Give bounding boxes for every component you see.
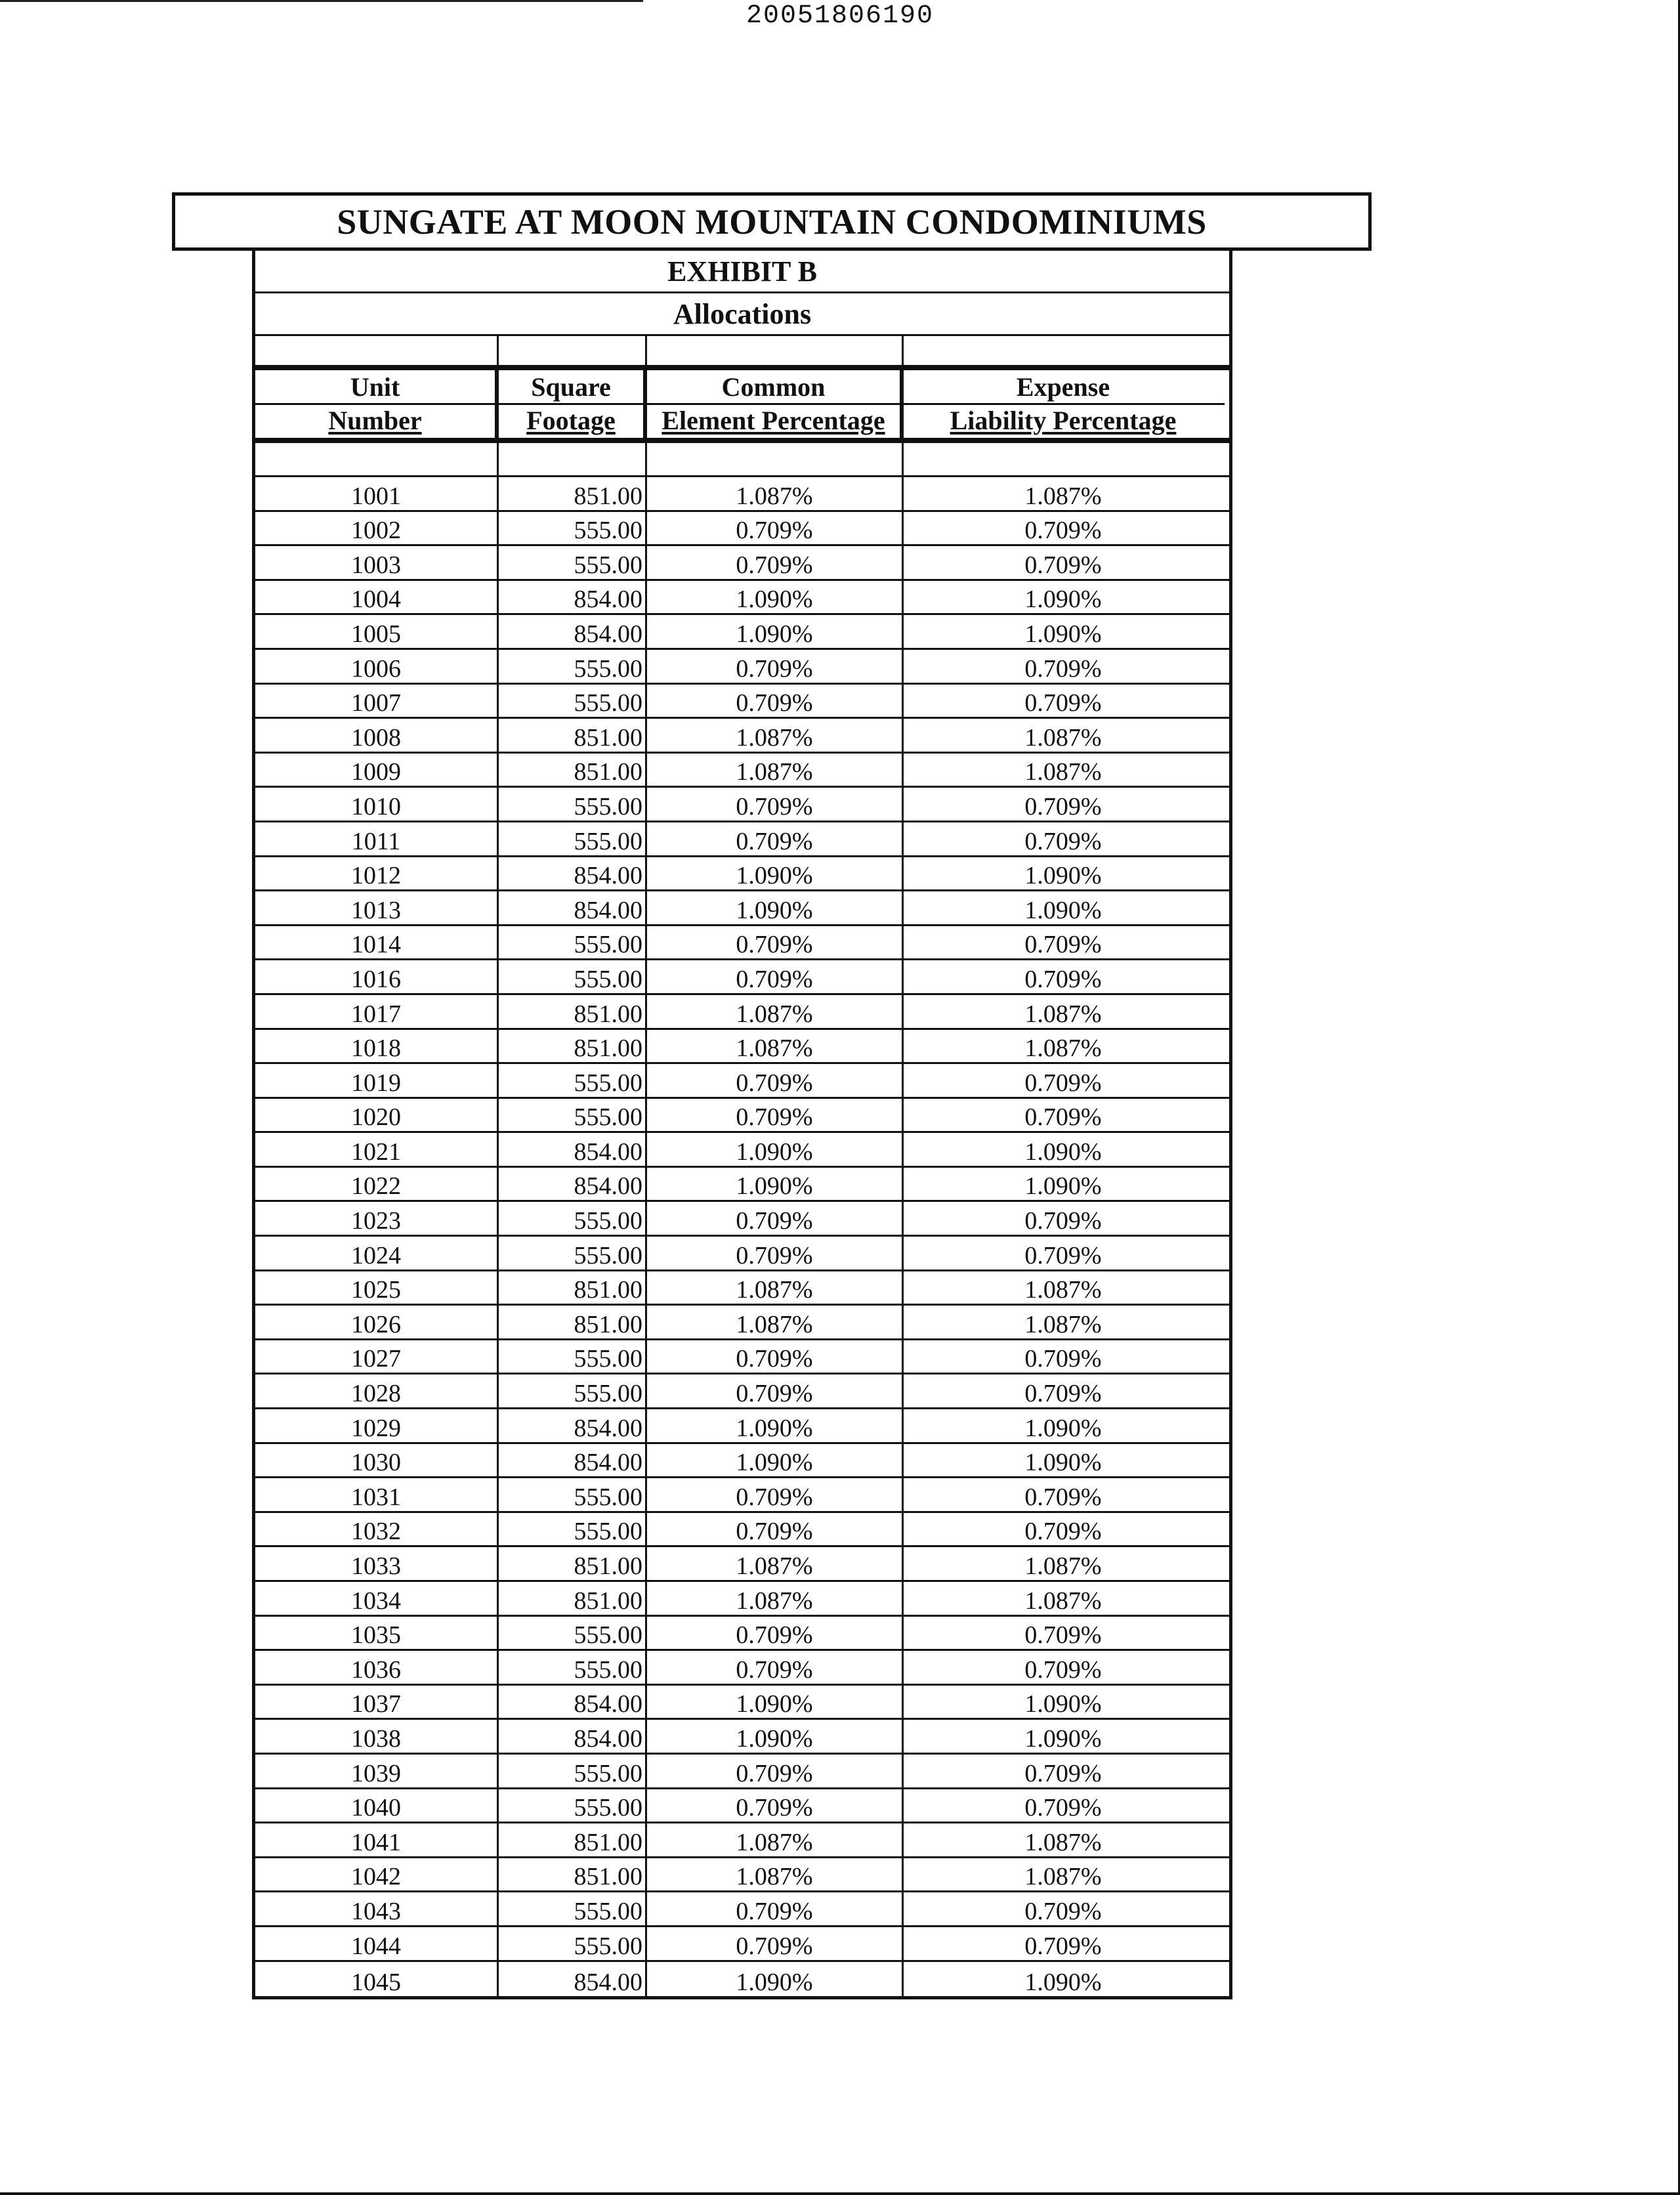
- cell-unit-number: 1001: [255, 477, 499, 510]
- cell-unit-number: 1014: [255, 926, 499, 959]
- cell-unit-number: 1031: [255, 1478, 499, 1511]
- column-header-line2: Number: [328, 406, 422, 435]
- table-row: [255, 719, 1229, 754]
- cell-expense-liability-percentage: 0.709%: [1024, 931, 1102, 959]
- spacer-cell: [255, 336, 499, 365]
- cell-square-footage: 555.00: [499, 1651, 647, 1684]
- table-row: [255, 512, 1229, 547]
- cell-common-element-percentage: 1.087%: [647, 1306, 904, 1338]
- cell-expense-liability-percentage: 1.090%: [1024, 1172, 1102, 1201]
- column-header-line2: Liability Percentage: [950, 406, 1177, 435]
- cell-common-element-percentage: 0.709%: [647, 1064, 904, 1097]
- cell-expense-liability-percentage: 1.087%: [1024, 1000, 1102, 1028]
- cell-common-element-percentage: 1.087%: [647, 477, 904, 510]
- table-row: [255, 1133, 1229, 1168]
- cell-square-footage: 851.00: [499, 719, 647, 752]
- cell-unit-number: 1018: [255, 1030, 499, 1063]
- cell-common-element-percentage: 1.090%: [647, 1686, 904, 1718]
- cell-expense-liability-percentage: 0.709%: [1024, 517, 1102, 545]
- cell-square-footage: 555.00: [499, 650, 647, 683]
- document-number: 20051806190: [746, 1, 934, 31]
- document-title: SUNGATE AT MOON MOUNTAIN CONDOMINIUMS: [172, 192, 1372, 251]
- cell-common-element-percentage: 0.709%: [647, 1755, 904, 1787]
- cell-common-element-percentage: 1.090%: [647, 581, 904, 614]
- column-header-line1: Unit: [253, 372, 497, 405]
- table-row: [255, 1202, 1229, 1237]
- table-row: [255, 615, 1229, 650]
- spacer-cell: [647, 336, 904, 365]
- cell-expense-liability-percentage: 1.090%: [1024, 620, 1102, 648]
- cell-square-footage: 555.00: [499, 1513, 647, 1546]
- cell-unit-number: 1041: [255, 1823, 499, 1856]
- cell-expense-liability-percentage: 0.709%: [1024, 1345, 1102, 1373]
- table-row: [255, 1962, 1229, 1997]
- cell-square-footage: 851.00: [499, 1030, 647, 1063]
- cell-square-footage: 854.00: [499, 1409, 647, 1442]
- cell-square-footage: 555.00: [499, 1099, 647, 1132]
- cell-expense-liability-percentage: 0.709%: [1024, 1897, 1102, 1925]
- table-row: [255, 857, 1229, 892]
- cell-common-element-percentage: 1.090%: [647, 1720, 904, 1753]
- column-header-expense-liability: [904, 370, 1223, 438]
- cell-unit-number: 1044: [255, 1927, 499, 1960]
- cell-common-element-percentage: 0.709%: [647, 685, 904, 717]
- cell-square-footage: 555.00: [499, 546, 647, 579]
- table-row: [255, 1030, 1229, 1065]
- cell-common-element-percentage: 1.090%: [647, 615, 904, 648]
- cell-expense-liability-percentage: 1.090%: [1024, 586, 1102, 614]
- cell-expense-liability-percentage: 0.709%: [1024, 1241, 1102, 1269]
- spacer-cell: [904, 336, 1223, 365]
- cell-common-element-percentage: 1.090%: [647, 1409, 904, 1442]
- table-row: [255, 788, 1229, 822]
- table-row: [255, 1547, 1229, 1582]
- cell-unit-number: 1042: [255, 1858, 499, 1891]
- table-row: [255, 1789, 1229, 1824]
- cell-square-footage: 851.00: [499, 1306, 647, 1338]
- cell-expense-liability-percentage: 0.709%: [1024, 1380, 1102, 1408]
- table-row: [255, 960, 1229, 995]
- cell-expense-liability-percentage: 0.709%: [1024, 1518, 1102, 1546]
- cell-unit-number: 1010: [255, 788, 499, 820]
- cell-expense-liability-percentage: 0.709%: [1024, 654, 1102, 683]
- cell-expense-liability-percentage: 1.087%: [1024, 758, 1102, 786]
- cell-square-footage: 851.00: [499, 754, 647, 786]
- cell-common-element-percentage: 0.709%: [647, 1789, 904, 1822]
- cell-unit-number: 1034: [255, 1582, 499, 1615]
- cell-expense-liability-percentage: 1.087%: [1024, 1552, 1102, 1580]
- cell-unit-number: 1025: [255, 1271, 499, 1304]
- cell-common-element-percentage: 0.709%: [647, 1513, 904, 1546]
- table-row: [255, 891, 1229, 926]
- cell-common-element-percentage: 0.709%: [647, 926, 904, 959]
- cell-expense-liability-percentage: 1.087%: [1024, 482, 1102, 510]
- table-row: [255, 1340, 1229, 1375]
- cell-unit-number: 1040: [255, 1789, 499, 1822]
- table-row: [255, 477, 1229, 512]
- cell-expense-liability-percentage: 1.090%: [1024, 896, 1102, 924]
- cell-unit-number: 1009: [255, 754, 499, 786]
- cell-common-element-percentage: 1.090%: [647, 1168, 904, 1201]
- cell-common-element-percentage: 0.709%: [647, 788, 904, 820]
- cell-square-footage: 555.00: [499, 1927, 647, 1960]
- cell-square-footage: 854.00: [499, 1444, 647, 1477]
- cell-square-footage: 851.00: [499, 1271, 647, 1304]
- table-row: [255, 1478, 1229, 1513]
- bottom-edge-rule: [0, 2192, 1680, 2195]
- cell-square-footage: 555.00: [499, 1892, 647, 1925]
- table-row: [255, 1513, 1229, 1548]
- table-row: [255, 546, 1229, 581]
- cell-common-element-percentage: 1.087%: [647, 1858, 904, 1891]
- cell-square-footage: 555.00: [499, 1789, 647, 1822]
- table-row: [255, 685, 1229, 719]
- table-row: [255, 1582, 1229, 1617]
- table-row: [255, 1651, 1229, 1686]
- spacer-cell: [499, 443, 647, 475]
- cell-square-footage: 854.00: [499, 1133, 647, 1166]
- cell-unit-number: 1030: [255, 1444, 499, 1477]
- cell-expense-liability-percentage: 0.709%: [1024, 1932, 1102, 1960]
- cell-expense-liability-percentage: 0.709%: [1024, 965, 1102, 993]
- table-row: [255, 1858, 1229, 1893]
- allocations-heading: Allocations: [255, 293, 1229, 336]
- cell-unit-number: 1004: [255, 581, 499, 614]
- allocations-table: [252, 251, 1232, 1999]
- cell-unit-number: 1008: [255, 719, 499, 752]
- table-row: [255, 1444, 1229, 1479]
- table-row: [255, 1064, 1229, 1099]
- cell-common-element-percentage: 0.709%: [647, 512, 904, 545]
- cell-square-footage: 854.00: [499, 857, 647, 890]
- cell-square-footage: 854.00: [499, 891, 647, 924]
- cell-unit-number: 1007: [255, 685, 499, 717]
- cell-square-footage: 555.00: [499, 1064, 647, 1097]
- cell-unit-number: 1021: [255, 1133, 499, 1166]
- cell-common-element-percentage: 1.090%: [647, 1133, 904, 1166]
- cell-unit-number: 1019: [255, 1064, 499, 1097]
- cell-square-footage: 555.00: [499, 960, 647, 993]
- cell-unit-number: 1012: [255, 857, 499, 890]
- cell-unit-number: 1005: [255, 615, 499, 648]
- cell-common-element-percentage: 1.087%: [647, 1582, 904, 1615]
- cell-expense-liability-percentage: 1.090%: [1024, 1724, 1102, 1753]
- cell-common-element-percentage: 1.090%: [647, 1444, 904, 1477]
- cell-unit-number: 1016: [255, 960, 499, 993]
- cell-common-element-percentage: 1.087%: [647, 754, 904, 786]
- cell-expense-liability-percentage: 0.709%: [1024, 827, 1102, 855]
- cell-expense-liability-percentage: 0.709%: [1024, 1794, 1102, 1822]
- blank-spacer-row: [255, 336, 1229, 370]
- cell-common-element-percentage: 1.087%: [647, 1030, 904, 1063]
- cell-expense-liability-percentage: 0.709%: [1024, 1207, 1102, 1235]
- spacer-cell: [255, 443, 499, 475]
- cell-unit-number: 1013: [255, 891, 499, 924]
- cell-square-footage: 854.00: [499, 1720, 647, 1753]
- cell-common-element-percentage: 0.709%: [647, 1340, 904, 1373]
- cell-unit-number: 1036: [255, 1651, 499, 1684]
- column-header-line1: Expense: [902, 372, 1225, 405]
- cell-common-element-percentage: 1.087%: [647, 1547, 904, 1580]
- cell-unit-number: 1011: [255, 822, 499, 855]
- table-row: [255, 1927, 1229, 1962]
- column-header-square-footage: [499, 370, 647, 438]
- table-row: [255, 1686, 1229, 1720]
- cell-expense-liability-percentage: 0.709%: [1024, 1655, 1102, 1684]
- cell-expense-liability-percentage: 1.087%: [1024, 1034, 1102, 1063]
- cell-square-footage: 555.00: [499, 1237, 647, 1269]
- cell-expense-liability-percentage: 0.709%: [1024, 689, 1102, 717]
- cell-unit-number: 1023: [255, 1202, 499, 1235]
- cell-square-footage: 854.00: [499, 1686, 647, 1718]
- table-row: [255, 650, 1229, 685]
- cell-common-element-percentage: 0.709%: [647, 1617, 904, 1650]
- cell-common-element-percentage: 1.090%: [647, 1962, 904, 1997]
- cell-square-footage: 555.00: [499, 1340, 647, 1373]
- cell-unit-number: 1006: [255, 650, 499, 683]
- cell-unit-number: 1045: [255, 1962, 499, 1997]
- cell-common-element-percentage: 1.087%: [647, 995, 904, 1028]
- cell-common-element-percentage: 1.087%: [647, 1823, 904, 1856]
- table-row: [255, 1375, 1229, 1409]
- cell-square-footage: 555.00: [499, 685, 647, 717]
- cell-common-element-percentage: 0.709%: [647, 1237, 904, 1269]
- column-header-row: [255, 370, 1229, 443]
- cell-unit-number: 1020: [255, 1099, 499, 1132]
- table-row: [255, 754, 1229, 788]
- spacer-cell: [904, 443, 1223, 475]
- cell-expense-liability-percentage: 1.090%: [1024, 862, 1102, 890]
- cell-unit-number: 1029: [255, 1409, 499, 1442]
- column-header-common-element: [647, 370, 904, 438]
- cell-unit-number: 1003: [255, 546, 499, 579]
- cell-common-element-percentage: 1.087%: [647, 719, 904, 752]
- cell-common-element-percentage: 0.709%: [647, 1099, 904, 1132]
- cell-expense-liability-percentage: 0.709%: [1024, 1483, 1102, 1511]
- cell-expense-liability-percentage: 1.090%: [1024, 1449, 1102, 1477]
- cell-common-element-percentage: 0.709%: [647, 822, 904, 855]
- cell-expense-liability-percentage: 1.087%: [1024, 1587, 1102, 1615]
- spacer-cell: [647, 443, 904, 475]
- cell-unit-number: 1002: [255, 512, 499, 545]
- cell-square-footage: 555.00: [499, 926, 647, 959]
- cell-expense-liability-percentage: 1.087%: [1024, 723, 1102, 752]
- cell-common-element-percentage: 0.709%: [647, 1375, 904, 1407]
- table-row: [255, 1306, 1229, 1340]
- cell-unit-number: 1038: [255, 1720, 499, 1753]
- cell-unit-number: 1024: [255, 1237, 499, 1269]
- cell-common-element-percentage: 0.709%: [647, 1927, 904, 1960]
- cell-common-element-percentage: 1.087%: [647, 1271, 904, 1304]
- cell-square-footage: 854.00: [499, 1962, 647, 1997]
- cell-common-element-percentage: 0.709%: [647, 1478, 904, 1511]
- cell-expense-liability-percentage: 1.087%: [1024, 1863, 1102, 1891]
- cell-expense-liability-percentage: 1.090%: [1024, 1414, 1102, 1442]
- cell-unit-number: 1037: [255, 1686, 499, 1718]
- cell-expense-liability-percentage: 0.709%: [1024, 1069, 1102, 1097]
- cell-square-footage: 851.00: [499, 1858, 647, 1891]
- table-row: [255, 1720, 1229, 1755]
- cell-unit-number: 1035: [255, 1617, 499, 1650]
- exhibit-heading: EXHIBIT B: [255, 251, 1229, 293]
- table-row: [255, 1271, 1229, 1306]
- cell-expense-liability-percentage: 1.090%: [1024, 1690, 1102, 1718]
- cell-unit-number: 1027: [255, 1340, 499, 1373]
- cell-common-element-percentage: 1.090%: [647, 857, 904, 890]
- cell-unit-number: 1043: [255, 1892, 499, 1925]
- cell-square-footage: 555.00: [499, 788, 647, 820]
- column-header-line2: Element Percentage: [662, 406, 885, 435]
- spacer-cell: [499, 336, 647, 365]
- cell-common-element-percentage: 0.709%: [647, 1202, 904, 1235]
- column-header-unit-number: [255, 370, 499, 438]
- cell-square-footage: 851.00: [499, 995, 647, 1028]
- cell-square-footage: 555.00: [499, 1617, 647, 1650]
- cell-expense-liability-percentage: 1.087%: [1024, 1828, 1102, 1856]
- column-header-line1: Common: [645, 372, 902, 405]
- cell-unit-number: 1026: [255, 1306, 499, 1338]
- cell-expense-liability-percentage: 1.090%: [1024, 1138, 1102, 1166]
- cell-square-footage: 854.00: [499, 615, 647, 648]
- table-row: [255, 1892, 1229, 1927]
- cell-square-footage: 854.00: [499, 1168, 647, 1201]
- cell-unit-number: 1028: [255, 1375, 499, 1407]
- table-row: [255, 581, 1229, 616]
- cell-common-element-percentage: 1.090%: [647, 891, 904, 924]
- table-row: [255, 1168, 1229, 1203]
- table-row: [255, 1237, 1229, 1271]
- cell-square-footage: 555.00: [499, 822, 647, 855]
- cell-square-footage: 851.00: [499, 1582, 647, 1615]
- cell-square-footage: 851.00: [499, 1823, 647, 1856]
- column-header-line2: Footage: [526, 406, 616, 435]
- cell-common-element-percentage: 0.709%: [647, 1892, 904, 1925]
- cell-common-element-percentage: 0.709%: [647, 960, 904, 993]
- table-row: [255, 1409, 1229, 1444]
- cell-square-footage: 555.00: [499, 1202, 647, 1235]
- table-row: [255, 1823, 1229, 1858]
- cell-expense-liability-percentage: 0.709%: [1024, 1759, 1102, 1787]
- blank-gap-row: [255, 443, 1229, 477]
- table-row: [255, 926, 1229, 961]
- cell-square-footage: 555.00: [499, 1755, 647, 1787]
- cell-expense-liability-percentage: 1.090%: [1024, 1969, 1102, 1997]
- cell-square-footage: 555.00: [499, 1478, 647, 1511]
- cell-unit-number: 1022: [255, 1168, 499, 1201]
- table-row: [255, 1617, 1229, 1652]
- cell-square-footage: 555.00: [499, 512, 647, 545]
- table-body: [255, 477, 1229, 1996]
- cell-common-element-percentage: 0.709%: [647, 546, 904, 579]
- cell-unit-number: 1039: [255, 1755, 499, 1787]
- table-row: [255, 995, 1229, 1030]
- cell-expense-liability-percentage: 1.087%: [1024, 1276, 1102, 1304]
- cell-unit-number: 1017: [255, 995, 499, 1028]
- table-row: [255, 1755, 1229, 1789]
- cell-expense-liability-percentage: 0.709%: [1024, 792, 1102, 820]
- table-row: [255, 822, 1229, 857]
- cell-expense-liability-percentage: 0.709%: [1024, 551, 1102, 579]
- cell-square-footage: 851.00: [499, 477, 647, 510]
- cell-expense-liability-percentage: 0.709%: [1024, 1103, 1102, 1132]
- column-header-line1: Square: [497, 372, 645, 405]
- cell-square-footage: 851.00: [499, 1547, 647, 1580]
- cell-square-footage: 555.00: [499, 1375, 647, 1407]
- cell-common-element-percentage: 0.709%: [647, 1651, 904, 1684]
- cell-unit-number: 1033: [255, 1547, 499, 1580]
- cell-expense-liability-percentage: 1.087%: [1024, 1310, 1102, 1338]
- cell-expense-liability-percentage: 0.709%: [1024, 1621, 1102, 1650]
- cell-square-footage: 854.00: [499, 581, 647, 614]
- cell-common-element-percentage: 0.709%: [647, 650, 904, 683]
- table-row: [255, 1099, 1229, 1134]
- cell-unit-number: 1032: [255, 1513, 499, 1546]
